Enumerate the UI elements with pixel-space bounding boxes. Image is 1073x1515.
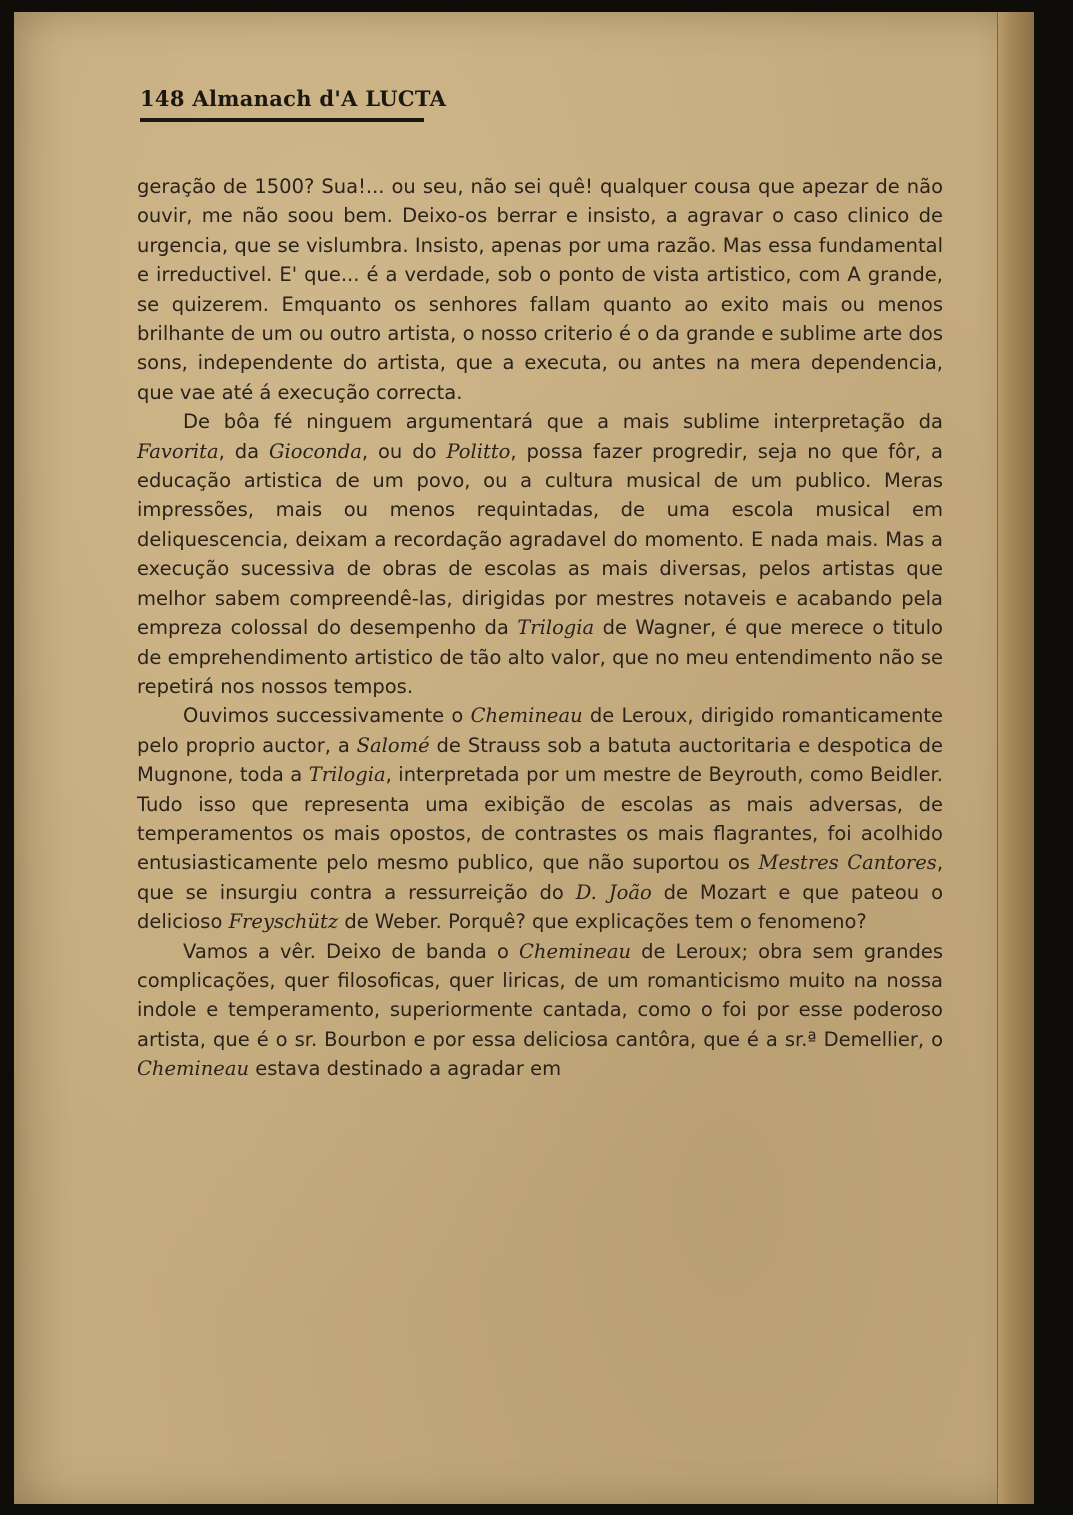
paragraph-4: Vamos a vêr. Deixo de banda o Chemineau de Leroux; obra sem grandes complicações, quer filosoficas, quer liricas, de um romanticismo muito na nossa indole e temperamento, superiormente cantada, como o foi por esse poderoso artista, que é o sr. Bourbon e por essa deliciosa cantôra, que é a sr.ª Demellier, o Chemineau estava destinado a agradar em [137,939,943,1081]
paragraph-1: geração de 1500? Sua!... ou seu, não sei quê! qualquer cousa que apezar de não ouvir, me não soou bem. Deixo-os berrar e insisto, a agravar o caso clinico de urgencia, que se vislumbra. Insisto, apenas por uma razão. Mas essa fundamental e irreductivel. E' que... é a verdade, sob o ponto de vista artistico, com A grande, se quizerem. Emquanto os senhores fallam quanto ao exito mais ou menos brilhante de um ou outro artista, o nosso criterio é o da grande e sublime arte dos sons, independente do artista, que a executa, ou antes na mera dependencia, que vae até á execução correcta. [137,175,943,404]
title-chemineau: Chemineau [137,1057,250,1081]
title-mestres-cantores: Mestres Cantores [758,851,937,875]
title-gioconda: Gioconda [268,439,362,463]
title-politto: Politto [446,439,511,463]
running-header [140,86,446,111]
title-chemineau: Chemineau [470,704,583,728]
title-favorita: Favorita [137,439,219,463]
body-text [137,172,943,1084]
header-rule [140,118,424,122]
title-salome: Salomé [356,733,430,757]
page-number: 148 [140,86,185,111]
page-edge [997,12,1034,1504]
title-d-joao: D. João [575,880,652,904]
title-freyschutz: Freyschütz [228,910,339,934]
title-trilogia: Trilogia [517,616,595,640]
paragraph-2: De bôa fé ninguem argumentará que a mais sublime interpretação da Favorita, da Gioconda, ou do Politto, possa fazer progredir, seja no que fôr, a educação artistica de um povo, ou a cultura musical de um publico. Meras impressões, mais ou menos requintadas, de uma escola musical em deliquescencia, deixam a recordação agradavel do momento. E nada mais. Mas a execução sucessiva de obras de escolas as mais diversas, pelos artistas que melhor sabem compreendê-las, dirigidas por mestres notaveis e acabando pela empreza colossal do desempenho da Trilogia de Wagner, é que merece o titulo de emprehendimento artistico de tão alto valor, que no meu entendimento não se repetirá nos nossos tempos. [137,410,943,698]
title-chemineau: Chemineau [518,939,632,963]
title-trilogia: Trilogia [308,763,386,787]
paragraph-3: Ouvimos successivamente o Chemineau de Leroux, dirigido romanticamente pelo proprio auctor, a Salomé de Strauss sob a batuta auctoritaria e despotica de Mugnone, toda a Trilogia, interpretada por um mestre de Beyrouth, como Beidler. Tudo isso que representa uma exibição de escolas as mais adversas, de temperamentos os mais opostos, de contrastes os mais flagrantes, foi acolhido entusiasticamente pelo mesmo publico, que não suportou os Mestres Cantores, que se insurgiu contra a ressurreição do D. João de Mozart e que pateou o delicioso Freyschütz de Weber. Porquê? que explicações tem o fenomeno? [137,704,944,934]
header-title: Almanach d'A LUCTA [192,86,447,111]
